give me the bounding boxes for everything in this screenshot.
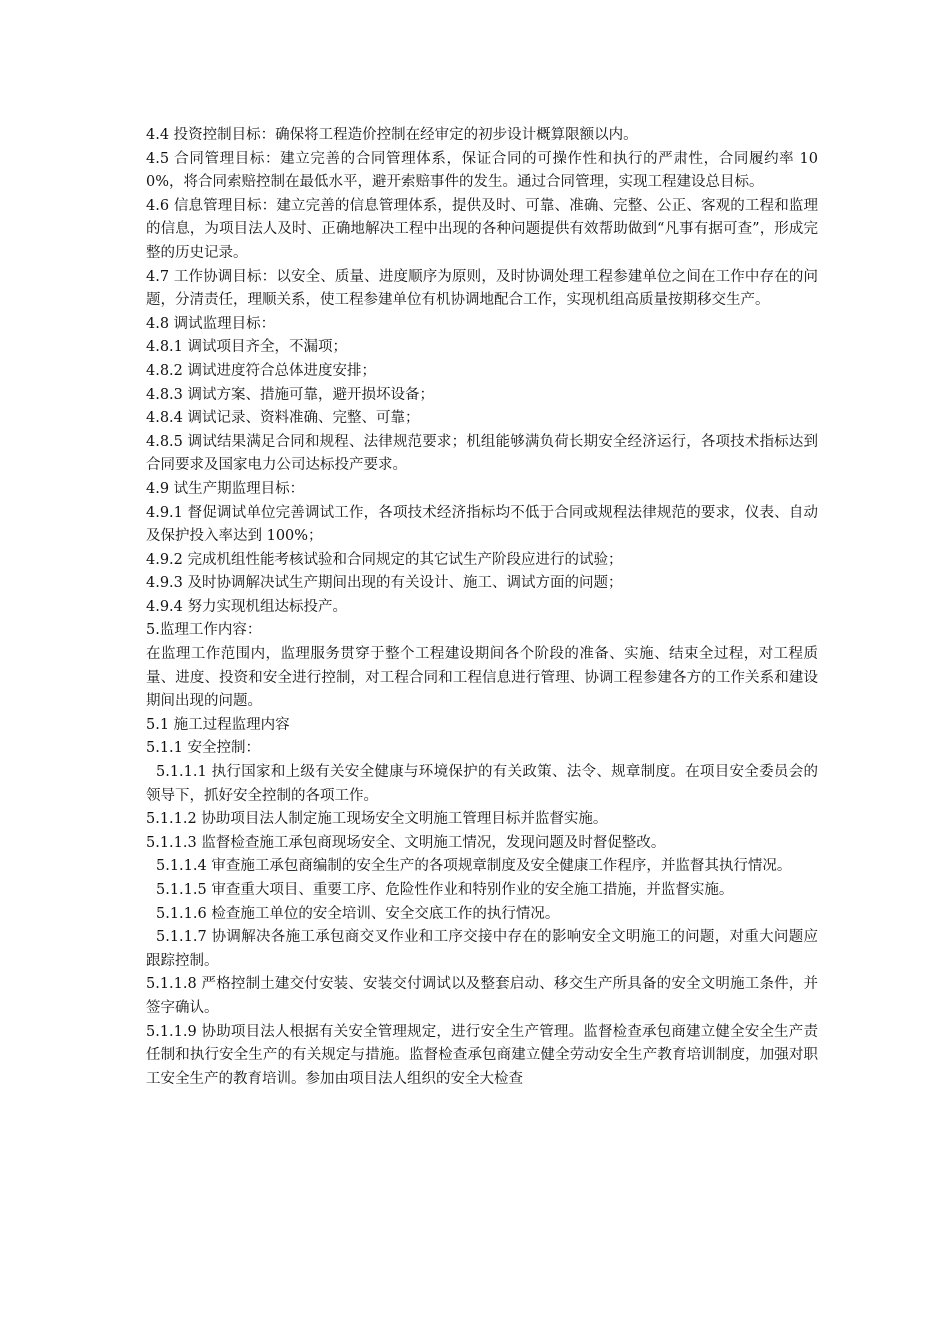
paragraph: 4.9.1 督促调试单位完善调试工作，各项技术经济指标均不低于合同或规程法律规范的要求，仪表、自动及保护投入率达到 100%； xyxy=(146,504,818,545)
paragraph: 4.4 投资控制目标：确保将工程造价控制在经审定的初步设计概算限额以内。 xyxy=(146,127,638,143)
paragraph: 4.8 调试监理目标： xyxy=(146,315,276,332)
paragraph: 5.1.1.1 执行国家和上级有关安全健康与环境保护的有关政策、法令、规章制度。在项目安全委员会的领导下，抓好安全控制的各项工作。 xyxy=(146,764,818,804)
paragraph: 5.1.1.5 审查重大项目、重要工序、危险性作业和特别作业的安全施工措施，并监督实施。 xyxy=(156,882,734,898)
paragraph: 4.8.4 调试记录、资料准确、完整、可靠； xyxy=(146,410,420,427)
paragraph: 5.1.1.8 严格控制土建交付安装、安装交付调试以及整套启动、移交生产所具备的安全文明施工条件，并签字确认。 xyxy=(146,976,818,1016)
paragraph: 4.9 试生产期监理目标： xyxy=(146,480,305,497)
paragraph: 4.7 工作协调目标：以安全、质量、进度顺序为原则，及时协调处理工程参建单位之间在工作中存在的问题，分清责任，理顺关系，使工程参建单位有机协调地配合工作，实现机组高质量按期移交生产。 xyxy=(146,268,818,309)
paragraph: 5.1.1.9 协助项目法人根据有关安全管理规定，进行安全生产管理。监督检查承包商建立健全安全生产责任制和执行安全生产的有关规定与措施。监督检查承包商建立健全劳动安全生产教育培训制度，加强对职工安全生产的教育培训。参加由项目法人组织的安全大检查 xyxy=(146,1023,818,1087)
paragraph: 4.9.4 努力实现机组达标投产。 xyxy=(146,598,348,615)
paragraph: 5.1.1 安全控制： xyxy=(146,740,261,757)
paragraph: 4.8.3 调试方案、措施可靠，避开损坏设备； xyxy=(146,386,435,403)
paragraph: 5.1.1.2 协助项目法人制定施工现场安全文明施工管理目标并监督实施。 xyxy=(146,811,608,828)
paragraph: 在监理工作范围内，监理服务贯穿于整个工程建设期间各个阶段的准备、实施、结束全过程，对工程质量、进度、投资和安全进行控制，对工程合同和工程信息进行管理、协调工程参建各方的工作关系和建设期间出现的问题。 xyxy=(146,646,818,710)
paragraph: 4.9.2 完成机组性能考核试验和合同规定的其它试生产阶段应进行的试验； xyxy=(146,551,623,568)
paragraph: 5.1.1.6 检查施工单位的安全培训、安全交底工作的执行情况。 xyxy=(156,905,560,922)
paragraph: 5.1.1.3 监督检查施工承包商现场安全、文明施工情况，发现问题及时督促整改。 xyxy=(146,834,666,851)
paragraph: 4.9.3 及时协调解决试生产期间出现的有关设计、施工、调试方面的问题； xyxy=(146,575,623,592)
paragraph: 5.1.1.4 审查施工承包商编制的安全生产的各项规章制度及安全健康工作程序，并监督其执行情况。 xyxy=(156,858,792,875)
paragraph: 5.1 施工过程监理内容 xyxy=(146,716,290,733)
document-body xyxy=(146,124,818,1091)
paragraph: 4.8.1 调试项目齐全，不漏项； xyxy=(146,339,348,356)
paragraph: 4.5 合同管理目标：建立完善的合同管理体系，保证合同的可操作性和执行的严肃性，合同履约率 100%，将合同索赔控制在最低水平，避开索赔事件的发生。通过合同管理，实现工程建设总目标。 xyxy=(146,150,818,191)
paragraph: 5.1.1.7 协调解决各施工承包商交叉作业和工序交接中存在的影响安全文明施工的问题，对重大问题应跟踪控制。 xyxy=(146,929,818,969)
paragraph: 4.8.5 调试结果满足合同和规程、法律规范要求；机组能够满负荷长期安全经济运行，各项技术指标达到合同要求及国家电力公司达标投产要求。 xyxy=(146,433,818,474)
paragraph: 4.8.2 调试进度符合总体进度安排； xyxy=(146,362,377,379)
paragraph: 4.6 信息管理目标：建立完善的信息管理体系，提供及时、可靠、准确、完整、公正、客观的工程和监理的信息，为项目法人及时、正确地解决工程中出现的各种问题提供有效帮助做到“凡事有据可查”，形成完整的历史记录。 xyxy=(146,197,818,261)
paragraph: 5.监理工作内容： xyxy=(146,622,262,639)
